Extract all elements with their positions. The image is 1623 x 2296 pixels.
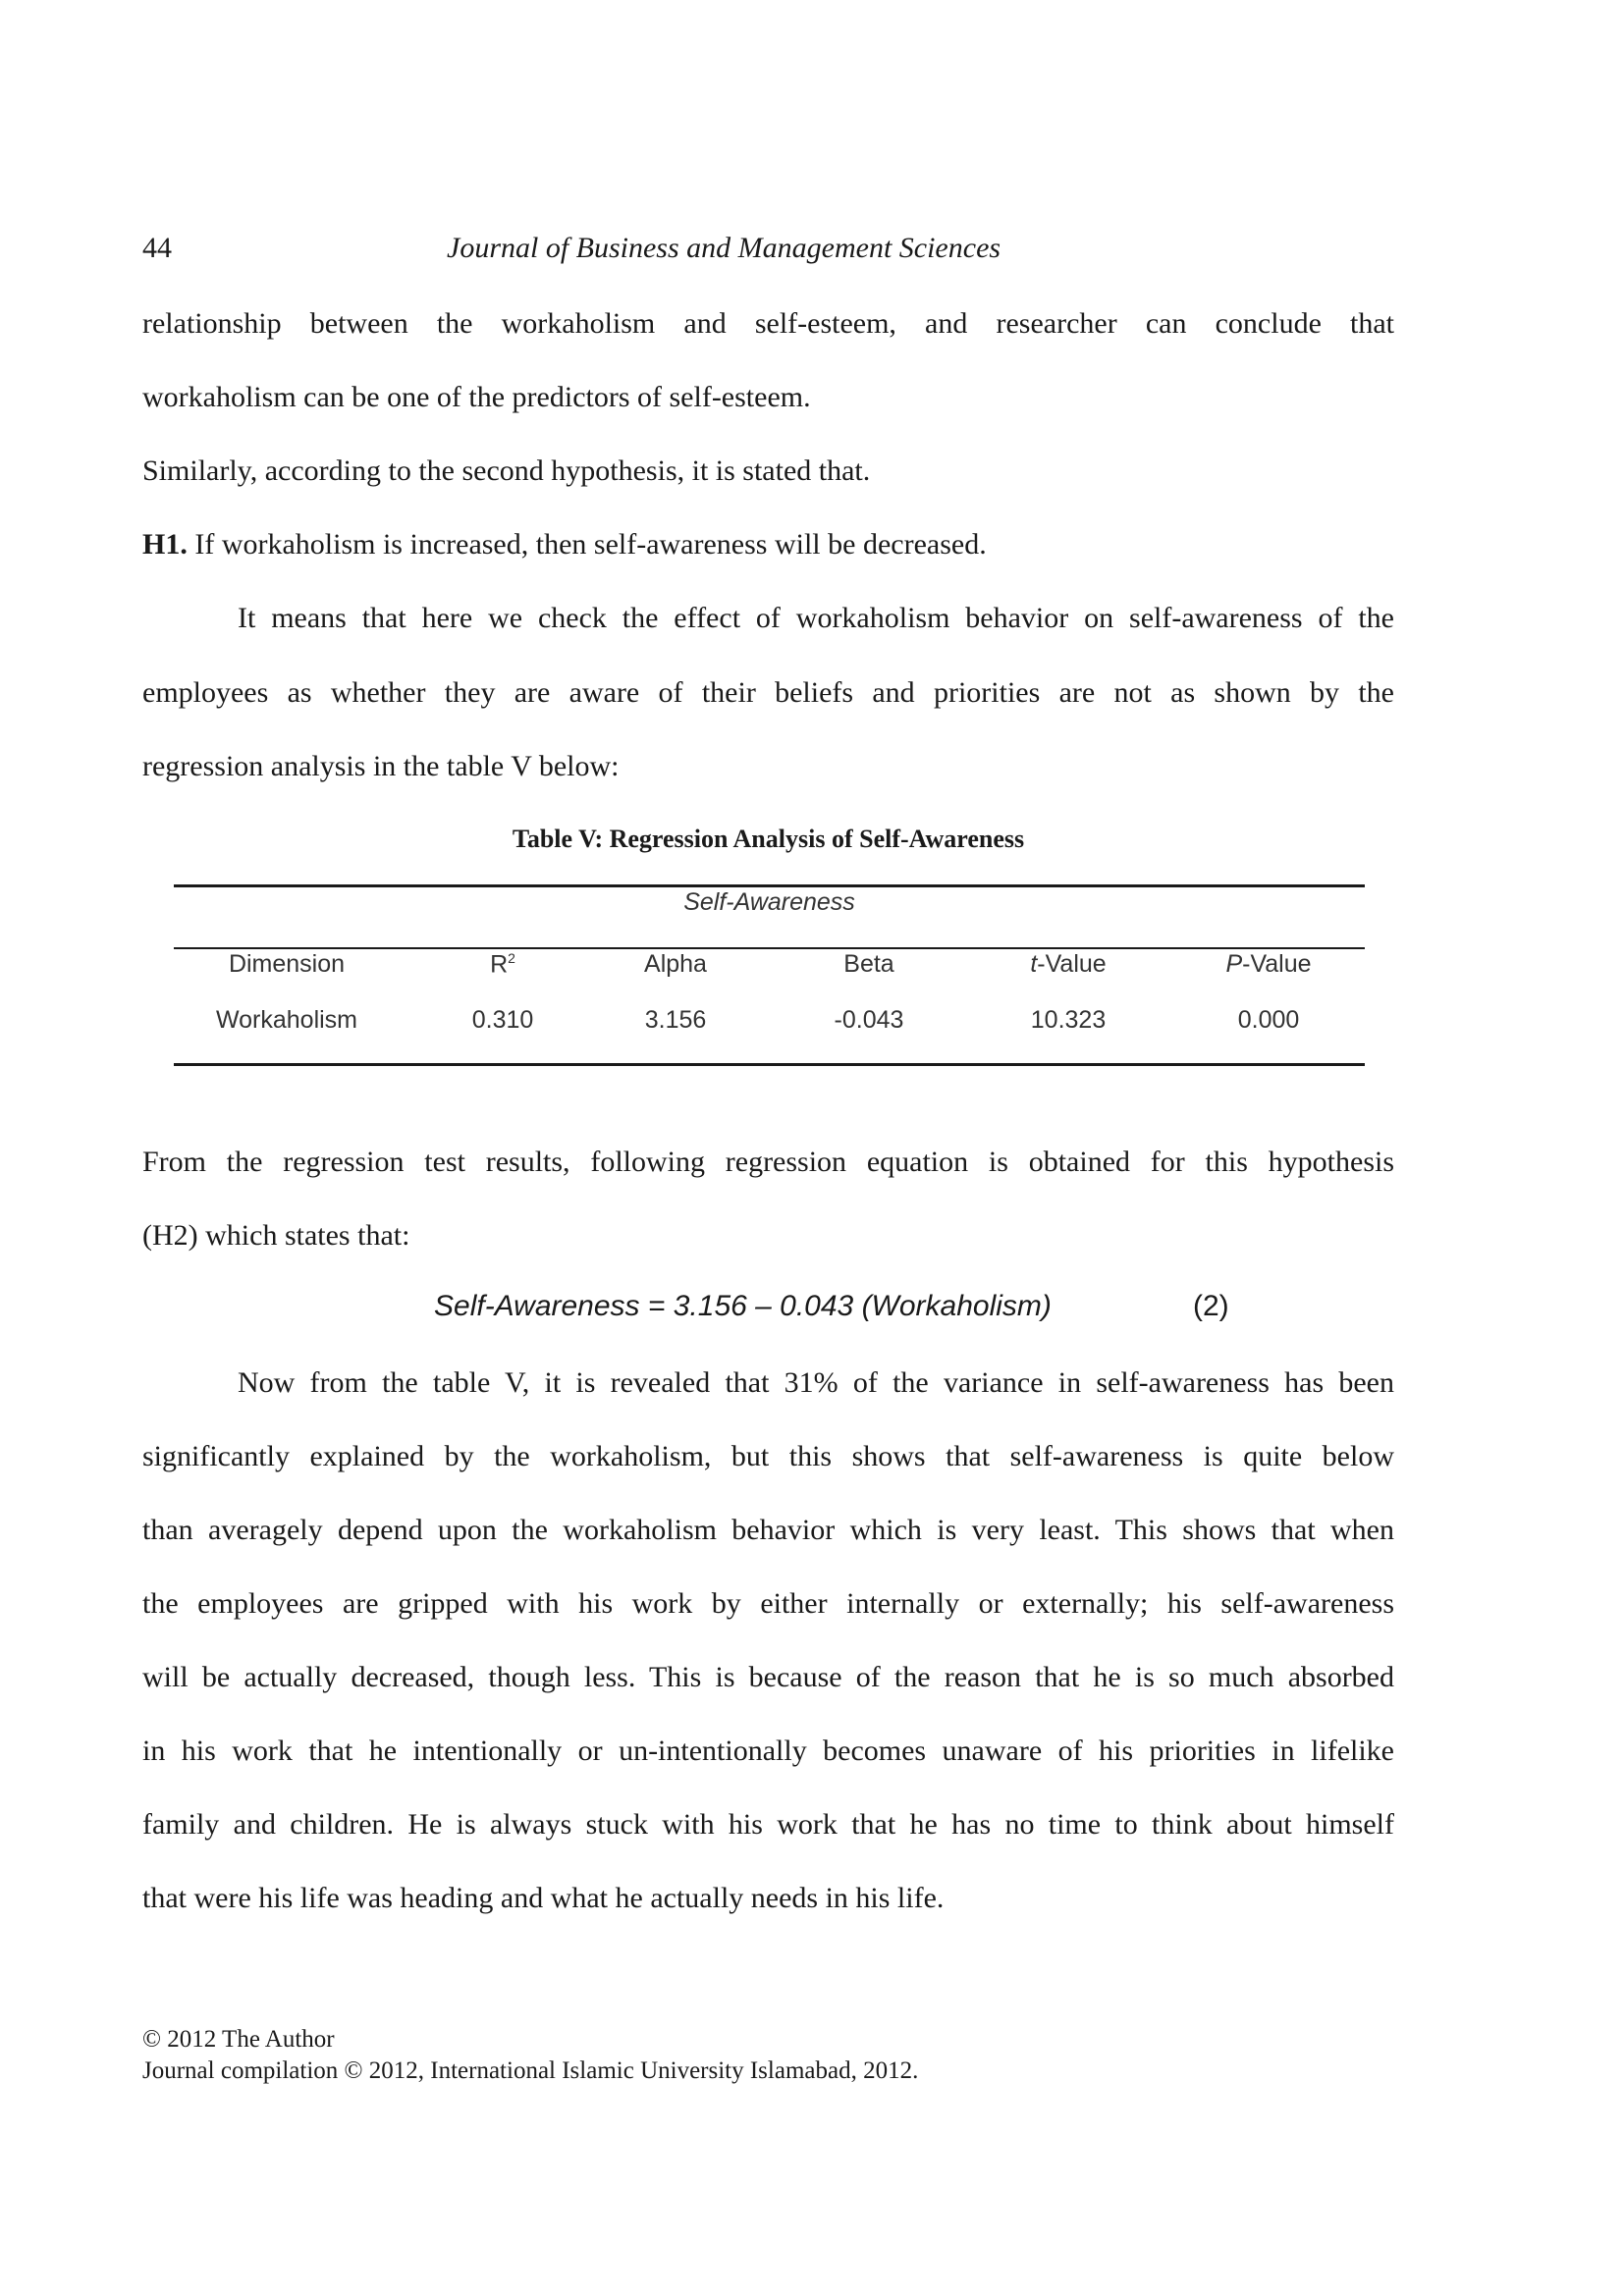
t-letter: t (1030, 950, 1038, 978)
paragraph-line: significantly explained by the workaholism, but this shows that self-awareness is quite below (142, 1440, 1394, 1472)
page-number: 44 (142, 232, 172, 264)
column-header-r2 (434, 950, 571, 979)
paragraph-line: employees as whether they are aware of their beliefs and priorities are not as shown by the (142, 676, 1394, 709)
paragraph-line: workaholism can be one of the predictors of self-esteem. (142, 381, 811, 413)
r2-base: R (490, 950, 509, 979)
r2-superscript: 2 (508, 950, 515, 966)
hypothesis-label: H1. (142, 528, 188, 561)
hypothesis-h1 (142, 525, 1394, 564)
paragraph-line: family and children. He is always stuck with his work that he has no time to think about himself (142, 1808, 1394, 1841)
journal-title: Journal of Business and Management Sciences (447, 232, 1001, 264)
p-letter: P (1225, 950, 1243, 978)
cell-alpha: 3.156 (644, 1006, 707, 1034)
column-header-p-value (1200, 950, 1337, 979)
column-header-t-value (1000, 950, 1137, 979)
paragraph-line: regression analysis in the table V below: (142, 750, 620, 782)
cell-p-value: 0.000 (1237, 1006, 1300, 1034)
paragraph-line: Similarly, according to the second hypothesis, it is stated that. (142, 454, 871, 487)
regression-equation (142, 1290, 1394, 1329)
cell-r2: 0.310 (471, 1006, 534, 1034)
hypothesis-text: If workaholism is increased, then self-awareness will be decreased. (187, 528, 987, 561)
equation-text: Self-Awareness = 3.156 – 0.043 (Workaholism) (434, 1290, 1052, 1322)
paragraph-line: than averagely depend upon the workaholism behavior which is very least. This shows that when (142, 1514, 1394, 1546)
copyright-line: © 2012 The Author (142, 2026, 335, 2053)
paragraph-line: relationship between the workaholism and self-esteem, and researcher can conclude that (142, 307, 1394, 340)
table-bottom-rule (174, 1063, 1365, 1066)
paragraph-line: that were his life was heading and what he actually needs in his life. (142, 1882, 945, 1914)
table-group-header: Self-Awareness (683, 888, 855, 916)
table-top-rule (174, 884, 1365, 887)
paragraph-line: in his work that he intentionally or un-intentionally becomes unaware of his priorities in lifelike (142, 1735, 1394, 1767)
cell-dimension: Workaholism (215, 1006, 358, 1034)
p-rest: -Value (1242, 950, 1312, 978)
paragraph-line: It means that here we check the effect of workaholism behavior on self-awareness of the (238, 602, 1394, 634)
t-rest: -Value (1037, 950, 1107, 978)
table-header-rule (174, 947, 1365, 949)
column-header-beta: Beta (843, 950, 894, 978)
paragraph-line: From the regression test results, following regression equation is obtained for this hypothesis (142, 1146, 1394, 1178)
paragraph-line: (H2) which states that: (142, 1219, 410, 1252)
column-header-alpha: Alpha (644, 950, 707, 978)
compilation-line: Journal compilation © 2012, International Islamic University Islamabad, 2012. (142, 2057, 919, 2084)
column-header-dimension: Dimension (228, 950, 346, 978)
equation-number: (2) (1193, 1290, 1229, 1322)
copyright-footer (142, 2024, 1394, 2087)
paragraph-line: the employees are gripped with his work by either internally or externally; his self-awareness (142, 1587, 1394, 1620)
cell-t-value: 10.323 (1030, 1006, 1107, 1034)
cell-beta: -0.043 (834, 1006, 904, 1034)
paragraph-line: Now from the table V, it is revealed that 31% of the variance in self-awareness has been (238, 1366, 1394, 1399)
table-caption: Table V: Regression Analysis of Self-Awareness (512, 825, 1025, 853)
paragraph-line: will be actually decreased, though less. This is because of the reason that he is so much absorbed (142, 1661, 1394, 1693)
running-header (142, 232, 1394, 271)
